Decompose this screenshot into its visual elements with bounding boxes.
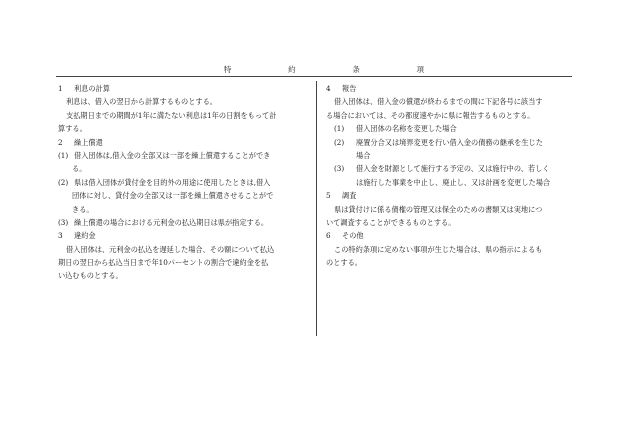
list-item [326,122,576,135]
section-number: 1 [58,84,63,93]
item-number: (2) [334,137,345,147]
paragraph-line: 算する。 [58,124,87,134]
paragraph-line: い込むものとする。 [58,271,123,281]
section-title: 報告 [342,84,357,93]
title-char: 特 [224,65,232,74]
section-number: 2 [58,137,63,147]
paragraph-line: 利息は、借入の翌日から計算するものとする。 [66,97,217,107]
section-heading [58,82,308,95]
header-rule [56,76,572,77]
section-heading [58,229,308,242]
section-number: 4 [326,84,331,93]
section-heading [326,229,576,242]
item-text: 借入団体の名称を変更した場合 [356,124,457,134]
paragraph-line: のとする。 [326,258,362,268]
item-text: 借入団体は,借入金の全部又は一部を繰上償還することができ [74,150,271,160]
paragraph-line: は施行した事業を中止し、廃止し、又は計画を変更した場合 [356,177,551,187]
paragraph-line: 支払期日までの期間が1年に満たない利息は1年の日割をもって計 [66,110,277,120]
section-number: 3 [58,231,63,241]
item-number: (1) [334,124,345,134]
paragraph-line: 団体に対し、貸付金の全部又は一部を繰上償還させることがで [72,191,274,201]
paragraph-line: いて調査することができるものとする。 [326,217,456,227]
paragraph-line: 県は貸付けに係る債権の管理又は保全のための書類又は実地につ [334,204,543,214]
item-number: (3) [334,164,345,174]
title-char: 項 [416,65,424,74]
section-heading [58,136,308,149]
paragraph-line: 借入団体は、借入金の償還が終わるまでの間に下記各号に該当す [334,97,543,107]
item-number: (1) [58,150,69,160]
paragraph-line: 借入団体は、元利金の払込を遅延した場合、その額について払込 [66,244,275,254]
item-number: (2) [58,177,69,187]
paragraph-line: る。 [72,164,87,174]
paragraph-line: きる。 [72,204,94,214]
section-title: 繰上償還 [74,137,103,147]
item-text: 廃置分合又は境界変更を行い借入金の債務の継承を生じた [356,137,543,147]
section-number: 5 [326,191,331,201]
document-title [224,64,424,75]
section-title: 調査 [342,191,357,201]
section-title: その他 [342,231,364,241]
paragraph-line: この特約条項に定めない事項が生じた場合は、県の指示によるも [334,244,543,254]
list-item [326,136,576,149]
section-title: 利息の計算 [74,84,110,93]
section-title: 違約金 [74,231,96,241]
paragraph-line: 期日の翌日から払込当日まで年10パーセントの割合で違約金を払 [58,258,269,268]
list-item [326,162,576,175]
left-column [58,82,308,283]
list-item [58,216,308,229]
item-text: 繰上償還の場合における元利金の払込期日は県が指定する。 [74,217,269,227]
section-heading [326,82,576,95]
list-item [58,176,308,189]
item-number: (3) [58,217,69,227]
column-divider [316,81,317,336]
section-heading [326,189,576,202]
paragraph-line: 場合 [356,150,371,160]
section-number: 6 [326,231,331,241]
item-text: 借入金を財源として施行する予定の、又は施行中の、若しく [356,164,550,174]
right-column [326,82,576,269]
title-char: 約 [288,65,296,74]
item-text: 県は借入団体が貸付金を目的外の用途に使用したときは,借入 [74,177,271,187]
list-item [58,149,308,162]
title-char: 条 [352,65,360,74]
paragraph-line: る場合においては、その都度速やかに県に報告するものとする。 [326,110,535,120]
